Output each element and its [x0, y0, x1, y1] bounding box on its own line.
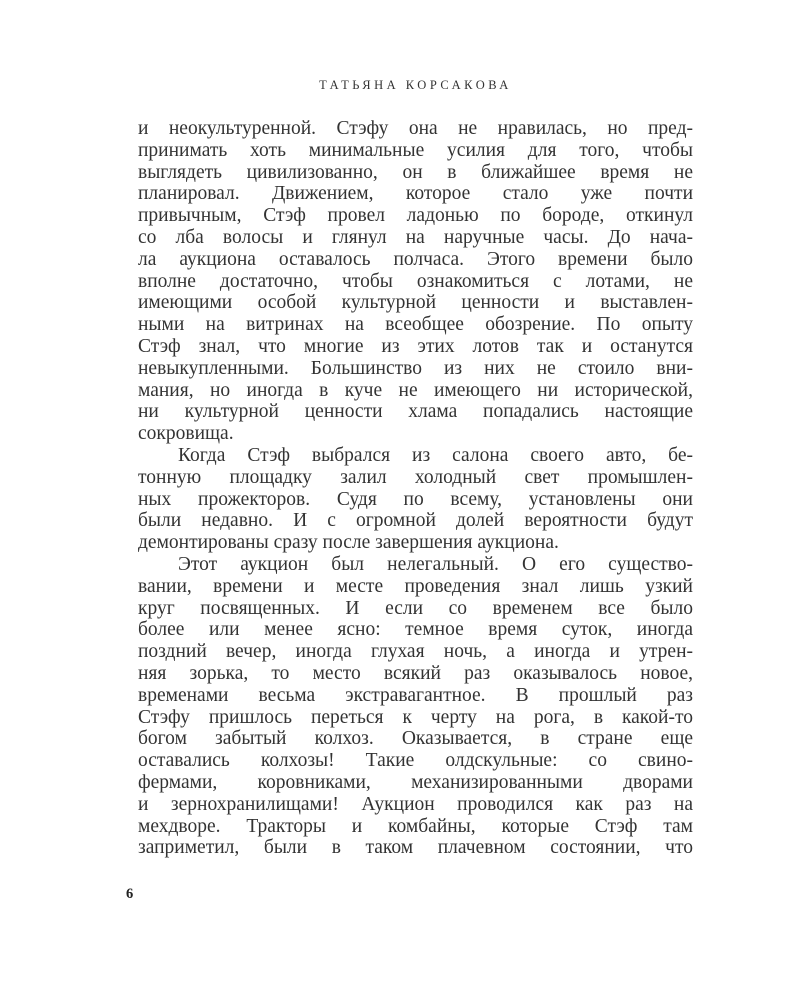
text-line: ными на витринах на всеобщее обозрение. По опыту — [138, 314, 693, 336]
body-text — [138, 118, 693, 859]
text-line: Когда Стэф выбрался из салона своего авто, бе- — [178, 444, 693, 466]
text-line: вании, времени и месте проведения знал лишь узкий — [138, 575, 693, 597]
text-line: Стэфу пришлось переться к черту на рога, в какой-то — [138, 706, 693, 728]
page-number: 6 — [126, 886, 134, 902]
text-line: более или менее ясно: темное время суток, иногда — [138, 619, 693, 641]
text-line: со лба волосы и глянул на наручные часы. До нача- — [138, 226, 693, 248]
text-line: заприметил, были в таком плачевном состоянии, что — [138, 837, 693, 859]
text-line: фермами, коровниками, механизированными дворами — [138, 771, 693, 793]
text-line: невыкупленными. Большинство из них не стоило вни- — [138, 357, 693, 379]
text-line: Стэф знал, что многие из этих лотов так и останутся — [138, 335, 693, 357]
text-line: круг посвященных. И если со временем все было — [138, 597, 693, 619]
text-line: мехдворе. Тракторы и комбайны, которые Стэф там — [138, 815, 693, 837]
text-line: ных прожекторов. Судя по всему, установлены они — [138, 488, 693, 510]
text-line: выглядеть цивилизованно, он в ближайшее время не — [138, 161, 693, 183]
text-line: няя зорька, то место всякий раз оказывалось новое, — [138, 662, 693, 684]
text-line: тонную площадку залил холодный свет промышлен- — [138, 466, 693, 488]
text-line: ни культурной ценности хлама попадались настоящие — [138, 401, 693, 423]
text-line: ла аукциона оставалось полчаса. Этого времени было — [138, 248, 693, 270]
text-line: планировал. Движением, которое стало уже почти — [138, 183, 693, 205]
text-line: Этот аукцион был нелегальный. О его существо- — [178, 553, 693, 575]
running-header: ТАТЬЯНА КОРСАКОВА — [319, 78, 512, 92]
text-line: мания, но иногда в куче не имеющего ни исторической, — [138, 379, 693, 401]
text-line: вполне достаточно, чтобы ознакомиться с лотами, не — [138, 270, 693, 292]
text-line: и зернохранилищами! Аукцион проводился как раз на — [138, 793, 693, 815]
text-line: принимать хоть минимальные усилия для того, чтобы — [138, 139, 693, 161]
text-line: богом забытый колхоз. Оказывается, в стране еще — [138, 728, 693, 750]
text-line: сокровища. — [138, 423, 234, 445]
text-line: и неокультуренной. Стэфу она не нравилась, но пред- — [138, 118, 693, 139]
text-line: оставались колхозы! Такие олдскульные: со свино- — [138, 750, 693, 772]
text-line: привычным, Стэф провел ладонью по бороде, откинул — [138, 205, 693, 227]
text-line: поздний вечер, иногда глухая ночь, а иногда и утрен- — [138, 641, 693, 663]
text-line: демонтированы сразу после завершения аукциона. — [138, 532, 559, 554]
text-line: были недавно. И с огромной долей вероятности будут — [138, 510, 693, 532]
text-line: временами весьма экстравагантное. В прошлый раз — [138, 684, 693, 706]
text-line: имеющими особой культурной ценности и выставлен- — [138, 292, 693, 314]
